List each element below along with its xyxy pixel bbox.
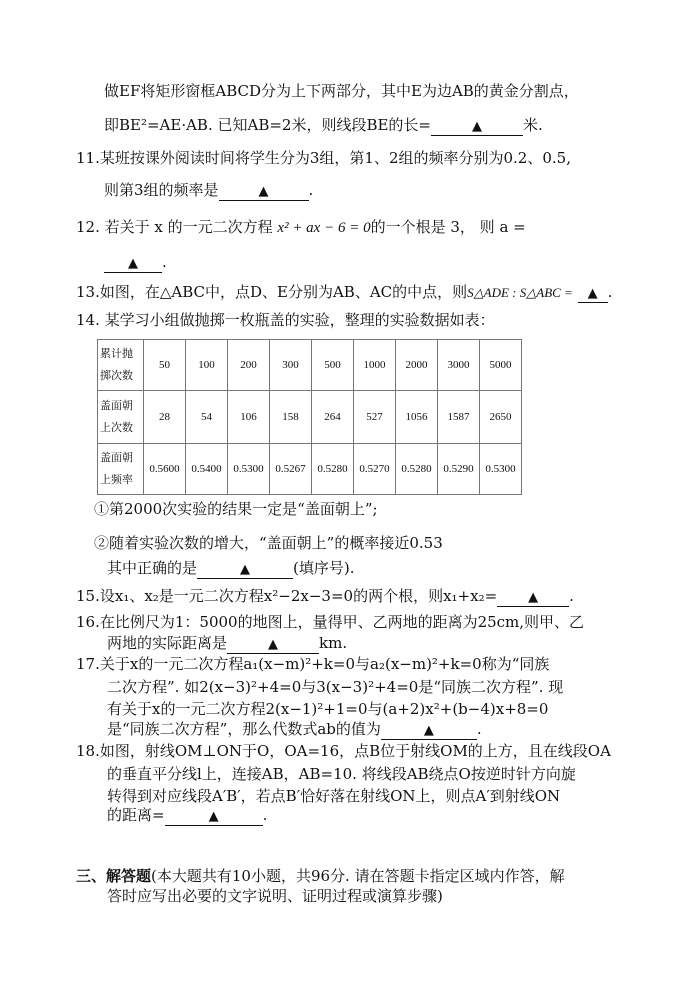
table-cell: 100 <box>186 340 228 391</box>
statement-1: ①第2000次实验的结果一定是“盖面朝上”; <box>94 500 378 518</box>
q12-text-b: 的一个根是 3， 则 a = <box>370 218 526 236</box>
table-cell: 527 <box>354 391 396 444</box>
table-row <box>98 444 522 495</box>
q18-text-line4 <box>107 805 267 826</box>
table-cell: 1587 <box>438 391 480 444</box>
q16-text-line1: 16.在比例尺为1：5000的地图上，量得甲、乙两地的距离为25cm,则甲、乙 <box>76 613 585 631</box>
answer-triangle: ▲ <box>528 590 539 605</box>
q12-text: 12. 若关于 x 的一元二次方程 <box>76 218 273 236</box>
q17-text-line3: 有关于x的一元二次方程2(x−1)²+1=0与(a+2)x²+(b−4)x+8=0 <box>107 700 549 718</box>
experiment-table <box>97 339 522 495</box>
answer-blank-q14[interactable] <box>197 560 293 579</box>
q14-text-a: 其中正确的是 <box>107 559 198 577</box>
q11-end: . <box>308 181 314 199</box>
q12-text-line1 <box>76 217 526 238</box>
table-cell: 0.5300 <box>480 444 522 495</box>
q15-text <box>76 586 574 607</box>
table-cell: 300 <box>270 340 312 391</box>
answer-blank-q15[interactable] <box>497 588 569 607</box>
answer-triangle: ▲ <box>587 286 598 301</box>
q11-text: 则第3组的频率是 <box>104 181 219 199</box>
q11-text-line1: 11.某班按课外阅读时间将学生分为3组，第1、2组的频率分别为0.2、0.5, <box>76 149 571 167</box>
table-cell: 0.5290 <box>438 444 480 495</box>
table-cell: 264 <box>312 391 354 444</box>
table-cell: 0.5280 <box>396 444 438 495</box>
q14-answer-line <box>107 558 355 579</box>
table-cell: 0.5270 <box>354 444 396 495</box>
table-cell: 50 <box>144 340 186 391</box>
table-row <box>98 340 522 391</box>
answer-blank-q13[interactable] <box>578 284 608 303</box>
q17-end: . <box>476 720 482 738</box>
row-header: 盖面朝 上频率 <box>98 444 144 495</box>
q18-text: 的距离= <box>107 806 165 824</box>
answer-triangle: ▲ <box>208 809 219 824</box>
q14-text-b: (填序号). <box>293 559 355 577</box>
q16-text: 两地的实际距离是 <box>107 634 228 652</box>
q11-text-line2 <box>104 180 313 201</box>
q12-equation: x² + ax − 6 = 0 <box>277 220 371 236</box>
q13-text-a: 13.如图，在△ABC中，点D、E分别为AB、AC的中点，则 <box>76 283 468 301</box>
q10-unit: 米. <box>523 116 543 134</box>
answer-triangle: ▲ <box>472 119 483 134</box>
answer-blank-q16[interactable] <box>227 635 319 654</box>
table-cell: 200 <box>228 340 270 391</box>
answer-triangle: ▲ <box>128 256 138 271</box>
q10-text: 即BE²=AE·AB. 已知AB=2米，则线段BE的长= <box>104 116 432 134</box>
q17-text-line2: 二次方程”. 如2(x−3)²+4=0与3(x−3)²+4=0是“同族二次方程”. 现 <box>107 678 564 696</box>
q10-text-line2 <box>104 115 543 136</box>
q13-end: . <box>607 283 613 301</box>
table-cell: 54 <box>186 391 228 444</box>
table-cell: 2650 <box>480 391 522 444</box>
table-cell: 500 <box>312 340 354 391</box>
answer-blank-q10[interactable] <box>431 117 523 136</box>
q12-text-line2 <box>104 252 167 273</box>
table-cell: 28 <box>144 391 186 444</box>
table-cell: 0.5600 <box>144 444 186 495</box>
q17-text-line4 <box>107 719 482 740</box>
q15-text-a: 15.设x₁、x₂是一元二次方程x²−2x−3=0的两个根，则x₁+x₂= <box>76 587 498 605</box>
table-cell: 1056 <box>396 391 438 444</box>
section-number: 三、 <box>76 867 107 885</box>
table-cell: 0.5400 <box>186 444 228 495</box>
q17-text-line1: 17.关于x的一元二次方程a₁(x−m)²+k=0与a₂(x−m)²+k=0称为“同族 <box>76 655 550 673</box>
q18-text-line3: 转得到对应线段A′B′，若点B′恰好落在射线ON上，则点A′到射线ON <box>107 787 561 805</box>
table-cell: 0.5267 <box>270 444 312 495</box>
q14-text: 14. 某学习小组做抛掷一枚瓶盖的实验，整理的实验数据如表： <box>76 311 495 329</box>
table-cell: 0.5280 <box>312 444 354 495</box>
q13-text <box>76 282 612 303</box>
section-instructions: (本大题共有10小题，共96分. 请在答题卡指定区域内作答，解 <box>151 867 565 885</box>
answer-blank-q17[interactable] <box>381 721 477 740</box>
table-cell: 1000 <box>354 340 396 391</box>
q18-text-line2: 的垂直平分线l上，连接AB，AB=10. 将线段AB绕点O按逆时针方向旋 <box>107 765 576 783</box>
q10-text-line1: 做EF将矩形窗框ABCD分为上下两部分，其中E为边AB的黄金分割点， <box>104 82 579 100</box>
q16-unit: km. <box>319 634 348 652</box>
table-cell: 158 <box>270 391 312 444</box>
answer-blank-q18[interactable] <box>165 807 263 826</box>
section-3-heading <box>76 866 565 886</box>
answer-triangle: ▲ <box>423 723 434 738</box>
q15-end: . <box>569 587 574 605</box>
q12-end: . <box>162 253 167 271</box>
answer-triangle: ▲ <box>258 184 269 199</box>
statement-2: ②随着实验次数的增大，“盖面朝上”的概率接近0.53 <box>94 534 443 552</box>
table-cell: 2000 <box>396 340 438 391</box>
row-header: 累计抛 掷次数 <box>98 340 144 391</box>
q16-text-line2 <box>107 633 347 654</box>
q18-text-line1: 18.如图，射线OM⊥ON于O，OA=16，点B位于射线OM的上方，且在线段OA <box>76 742 611 760</box>
table-row <box>98 391 522 444</box>
q13-ratio: S△ADE : S△ABC = <box>467 285 573 300</box>
q18-end: . <box>262 806 268 824</box>
q17-text: 是“同族二次方程”，那么代数式ab的值为 <box>107 720 381 738</box>
table-cell: 3000 <box>438 340 480 391</box>
answer-blank-q11[interactable] <box>219 182 309 201</box>
section-title: 解答题 <box>106 867 152 885</box>
table-cell: 0.5300 <box>228 444 270 495</box>
section-3-instructions-line2: 答时应写出必要的文字说明、证明过程或演算步骤) <box>107 887 443 905</box>
answer-triangle: ▲ <box>240 562 251 577</box>
row-header: 盖面朝 上次数 <box>98 391 144 444</box>
table-cell: 106 <box>228 391 270 444</box>
answer-blank-q12[interactable] <box>104 254 162 273</box>
table-cell: 5000 <box>480 340 522 391</box>
answer-triangle: ▲ <box>268 637 279 652</box>
